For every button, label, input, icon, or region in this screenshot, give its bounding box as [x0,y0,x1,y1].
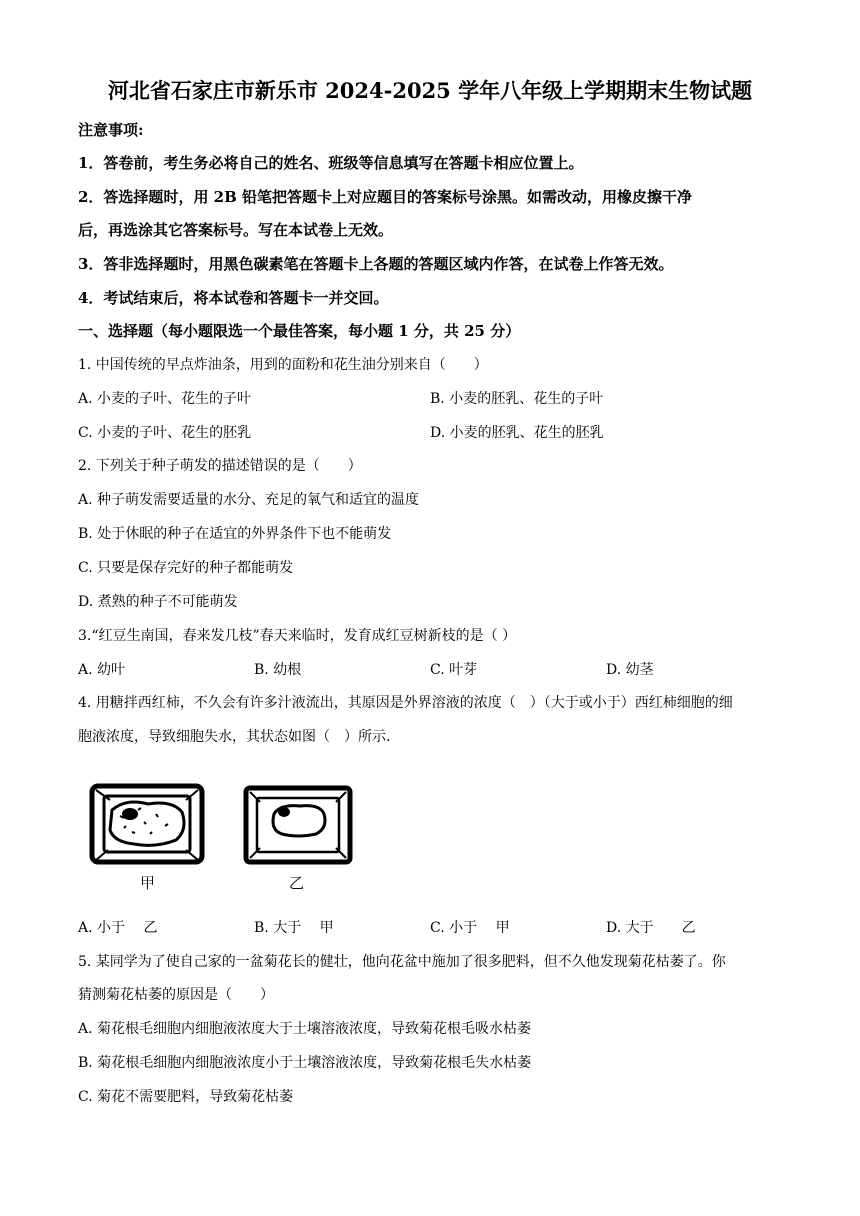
q4-option-c: C. 小于 甲 [430,920,510,936]
cell-figure-jia [86,780,210,870]
q1-option-c: C. 小麦的子叶、花生的胚乳 [78,425,252,441]
q1-option-b: B. 小麦的胚乳、花生的子叶 [430,391,604,407]
notice-item-4: 4．考试结束后，将本试卷和答题卡一并交回。 [78,289,389,307]
figure-label-yi: 乙 [289,874,305,892]
page-title: 河北省石家庄市新乐市 2024-2025 学年八年级上学期期末生物试题 [107,78,753,103]
q2-option-a: A. 种子萌发需要适量的水分、充足的氧气和适宜的温度 [78,492,420,508]
q3-option-d: D. 幼茎 [606,662,654,678]
notice-item-2: 2．答选择题时，用 2B 铅笔把答题卡上对应题目的答案标号涂黑。如需改动，用橡皮擦干净 [78,188,693,206]
question-4-stem-line2: 胞液浓度，导致细胞失水，其状态如图（ ）所示. [78,729,391,745]
q5-option-c: C. 菊花不需要肥料，导致菊花枯萎 [78,1089,294,1105]
q3-option-a: A. 幼叶 [78,662,126,678]
q3-option-b: B. 幼根 [254,662,302,678]
figure-label-jia: 甲 [140,874,156,892]
q5-option-b: B. 菊花根毛细胞内细胞液浓度小于土壤溶液浓度，导致菊花根毛失水枯萎 [78,1055,532,1071]
notice-item-3: 3．答非选择题时，用黑色碳素笔在答题卡上各题的答题区域内作答，在试卷上作答无效。 [78,255,674,273]
q4-option-d: D. 大于 乙 [606,920,696,936]
q1-option-a: A. 小麦的子叶、花生的子叶 [78,391,252,407]
question-5-stem-line2: 猜测菊花枯萎的原因是（ ） [78,987,274,1003]
q2-option-c: C. 只要是保存完好的种子都能萌发 [78,560,294,576]
q3-option-c: C. 叶芽 [430,662,478,678]
q4-option-a: A. 小于 乙 [78,920,158,936]
q4-option-b: B. 大于 甲 [254,920,334,936]
notice-item-2-cont: 后，再选涂其它答案标号。写在本试卷上无效。 [78,221,394,239]
notice-item-1: 1．答卷前，考生务必将自己的姓名、班级等信息填写在答题卡相应位置上。 [78,154,584,172]
question-4-stem-line1: 4. 用糖拌西红柿，不久会有许多汁液流出，其原因是外界溶液的浓度（ ）（大于或小于）西红柿细胞的细 [78,695,733,711]
question-1-stem: 1. 中国传统的早点炸油条，用到的面粉和花生油分别来自（ ） [78,357,488,373]
q1-option-d: D. 小麦的胚乳、花生的胚乳 [430,425,604,441]
q2-option-d: D. 煮熟的种子不可能萌发 [78,594,238,610]
section-heading: 一、选择题（每小题限选一个最佳答案，每小题 1 分，共 25 分） [78,322,521,340]
notice-heading: 注意事项: [78,121,144,139]
q5-option-a: A. 菊花根毛细胞内细胞液浓度大于土壤溶液浓度，导致菊花根毛吸水枯萎 [78,1021,532,1037]
question-2-stem: 2. 下列关于种子萌发的描述错误的是（ ） [78,458,362,474]
cell-figure-yi [240,780,358,870]
question-3-stem: 3.“红豆生南国，春来发几枝”春天来临时，发育成红豆树新枝的是（ ） [78,628,517,644]
q2-option-b: B. 处于休眠的种子在适宜的外界条件下也不能萌发 [78,526,392,542]
question-5-stem-line1: 5. 某同学为了使自己家的一盆菊花长的健壮，他向花盆中施加了很多肥料，但不久他发现菊花枯萎了。你 [78,954,726,970]
